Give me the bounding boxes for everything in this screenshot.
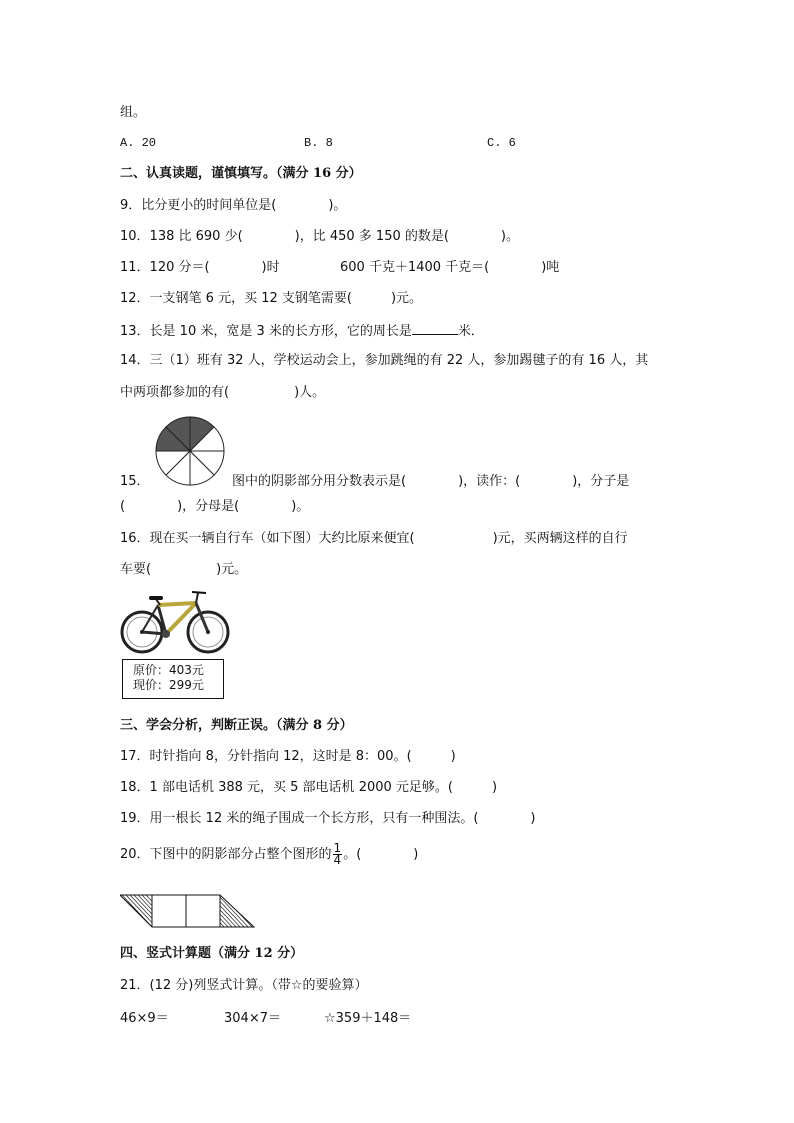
question-13-unit: 米．	[457, 324, 484, 339]
option-b[interactable]: B. 8	[304, 136, 333, 150]
fraction-denominator: 4	[333, 853, 342, 867]
calc-c: ☆359＋148＝	[324, 1011, 412, 1026]
question-15-line2: ( )，分母是( )。	[120, 499, 310, 514]
option-a[interactable]: A. 20	[120, 136, 157, 150]
question-18: 18．1 部电话机 388 元，买 5 部电话机 2000 元足够。( )	[120, 780, 498, 795]
section4-title: 四、竖式计算题（满分 12 分）	[120, 946, 304, 961]
question-16-line1: 16．现在买一辆自行车（如下图）大约比原来便宜( )元，买两辆这样的自行	[120, 531, 628, 546]
calc-b: 304×7＝	[224, 1011, 281, 1026]
question-14-line2: 中两项都参加的有( )人。	[120, 385, 326, 400]
top-line: 组。	[120, 105, 147, 120]
question-16-line2: 车要( )元。	[120, 562, 248, 577]
current-price: 现价：299元	[133, 678, 204, 692]
question-10: 10．138 比 690 少( )，比 450 多 150 的数是( )。	[120, 229, 520, 244]
question-19: 19．用一根长 12 米的绳子围成一个长方形，只有一种围法。( )	[120, 811, 536, 826]
question-11b: 600 千克＋1400 千克＝( )吨	[340, 260, 560, 275]
parallelogram-figure	[120, 893, 258, 929]
question-15-text: 图中的阴影部分用分数表示是( )，读作：( )，分子是	[232, 474, 630, 489]
original-price: 原价：403元	[133, 663, 204, 677]
answer-blank[interactable]	[412, 322, 458, 335]
question-17: 17．时针指向 8，分针指向 12，这时是 8：00。( )	[120, 749, 456, 764]
section2-title: 二、认真读题，谨慎填写。（满分 16 分）	[120, 166, 362, 181]
question-12: 12．一支钢笔 6 元，买 12 支钢笔需要( )元。	[120, 291, 423, 306]
question-13	[120, 322, 484, 340]
section3-title: 三、学会分析，判断正误。（满分 8 分）	[120, 718, 353, 733]
question-15-number: 15．	[120, 474, 150, 489]
question-21: 21．(12 分)列竖式计算。（带☆的要验算）	[120, 978, 368, 993]
price-box	[122, 659, 224, 699]
question-11a: 11．120 分＝( )时	[120, 260, 280, 275]
question-20	[120, 843, 418, 867]
bicycle-image	[120, 587, 232, 657]
question-20-paren: 。( )	[343, 847, 419, 862]
fraction-one-quarter	[333, 843, 343, 866]
option-c[interactable]: C. 6	[487, 136, 516, 150]
question-20-text: 20．下图中的阴影部分占整个图形的	[120, 847, 332, 862]
question-9: 9．比分更小的时间单位是( )。	[120, 198, 347, 213]
question-14-line1: 14．三（1）班有 32 人，学校运动会上，参加跳绳的有 22 人，参加踢毽子的有 16 人，其	[120, 353, 649, 368]
fraction-numerator: 1	[333, 841, 342, 855]
question-13-text: 13．长是 10 米，宽是 3 米的长方形，它的周长是	[120, 324, 412, 339]
fraction-circle-figure	[154, 415, 226, 487]
calc-a: 46×9＝	[120, 1011, 169, 1026]
